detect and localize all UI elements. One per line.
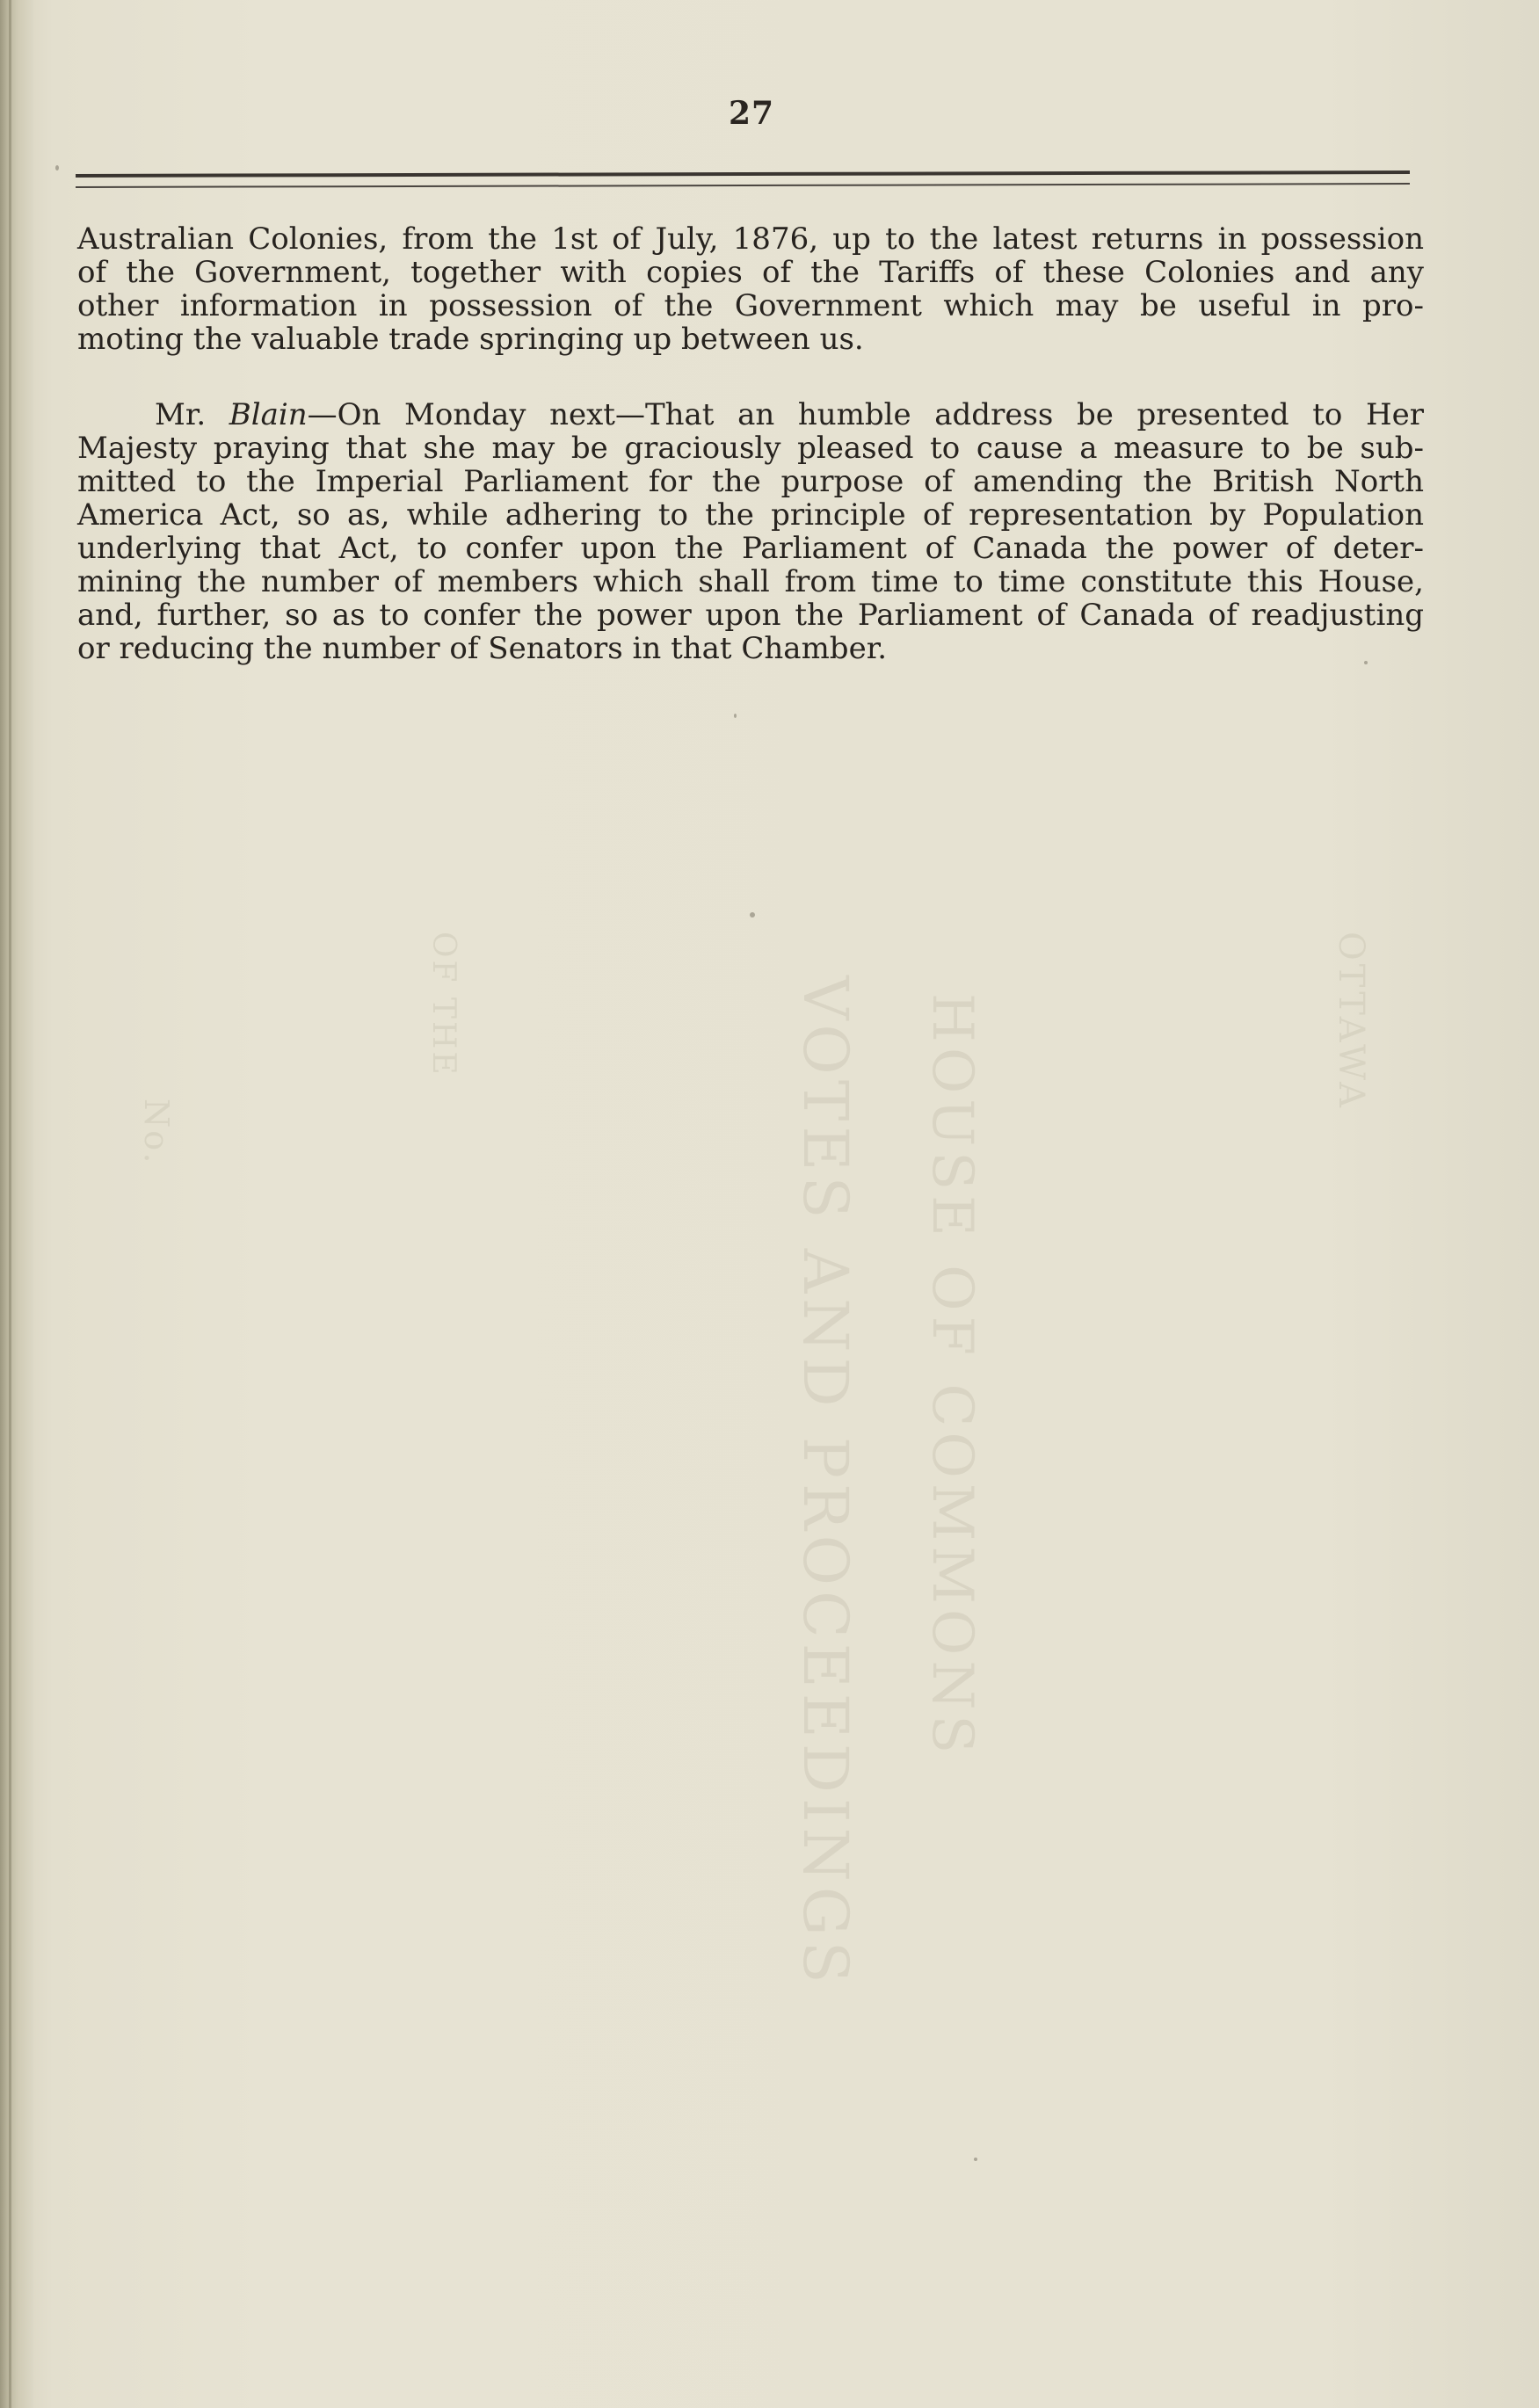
show-through-text: OTTAWA bbox=[1331, 932, 1371, 1111]
show-through-text: HOUSE OF COMMONS bbox=[919, 993, 984, 1759]
text-line-first bbox=[77, 398, 1424, 432]
paper-speck bbox=[974, 2158, 977, 2161]
header-rule-thin bbox=[76, 183, 1410, 188]
paper-speck bbox=[1364, 661, 1368, 664]
speaker-name: Blain bbox=[229, 397, 308, 432]
show-through-text: OF THE bbox=[425, 932, 461, 1077]
text-line: underlying that Act, to confer upon the Parliament of Canada the power of deter- bbox=[77, 531, 1424, 566]
text-line: mining the number of members which shall from time to time constitute this House, bbox=[77, 564, 1424, 599]
paper-speck bbox=[55, 165, 59, 170]
show-through-text: No. bbox=[137, 1099, 176, 1166]
header-rule-thick bbox=[76, 170, 1410, 178]
text-line: America Act, so as, while adhering to the principle of representation by Population bbox=[77, 497, 1424, 533]
text-line: other information in possession of the Government which may be useful in pro- bbox=[77, 288, 1424, 323]
text-line: Majesty praying that she may be graciously pleased to cause a measure to be sub- bbox=[77, 431, 1424, 466]
paragraph-motion-blain bbox=[77, 398, 1424, 665]
motion-opening: —On Monday next—That an humble address be presented to Her bbox=[307, 397, 1425, 432]
text-line: or reducing the number of Senators in that Chamber. bbox=[77, 631, 888, 666]
text-line: of the Government, together with copies of the Tariffs of these Colonies and any bbox=[77, 255, 1424, 290]
page-binding-edge bbox=[0, 0, 33, 2408]
page-number: 27 bbox=[728, 95, 775, 132]
text-line: and, further, so as to confer the power upon the Parliament of Canada of readjusting bbox=[77, 598, 1424, 633]
text-line: moting the valuable trade springing up between us. bbox=[77, 322, 864, 357]
speaker-prefix: Mr. bbox=[155, 397, 229, 432]
paper-speck bbox=[750, 912, 755, 918]
text-line: mitted to the Imperial Parliament for the purpose of amending the British North bbox=[77, 464, 1424, 499]
text-line: Australian Colonies, from the 1st of July, 1876, up to the latest returns in possession bbox=[77, 221, 1424, 257]
paragraph-continuation bbox=[77, 222, 1424, 356]
paper-speck bbox=[734, 714, 737, 718]
binding-shadow-line bbox=[9, 0, 11, 2408]
show-through-text: VOTES AND PROCEEDINGS bbox=[789, 976, 861, 1989]
